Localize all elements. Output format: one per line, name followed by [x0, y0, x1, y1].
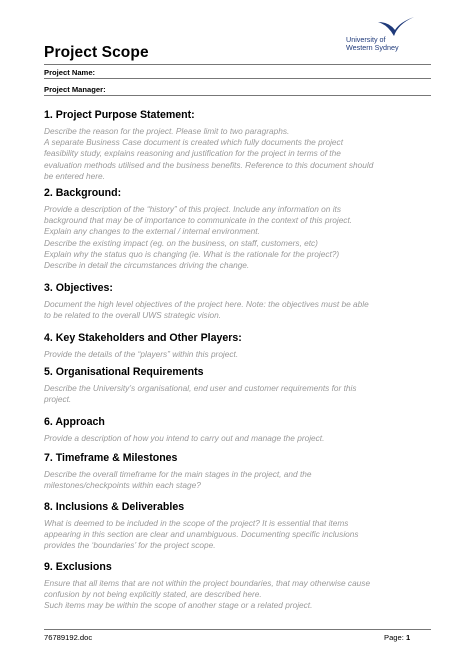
logo-text — [346, 36, 399, 52]
section-heading: 1. Project Purpose Statement: — [44, 109, 195, 121]
project-name-label: Project Name: — [44, 68, 96, 77]
title-divider — [44, 64, 431, 65]
footer-page-number: 1 — [405, 633, 411, 642]
section-heading: 8. Inclusions & Deliverables — [44, 501, 185, 513]
page-title: Project Scope — [44, 44, 149, 61]
section-approach — [44, 416, 434, 444]
section-heading: 9. Exclusions — [44, 561, 112, 573]
section-body: Provide a description of the “history” of this project. Include any information on its background that may be of importance to communicate in the context of this project. Explain any changes to the external / internal environment. Describe the existing impact (eg. on the business, on staff, customers, etc) Explain why the status quo is changing (ie. What is the rationale for the project?) Describe in detail the circumstances driving the change. — [44, 204, 353, 271]
section-exclusions — [44, 561, 434, 612]
project-manager-label: Project Manager: — [44, 85, 106, 94]
section-heading: 4. Key Stakeholders and Other Players: — [44, 332, 242, 344]
section-body: Describe the overall timeframe for the main stages in the project, and the milestones/checkpoints within each stage? — [44, 469, 312, 491]
section-body: Provide the details of the “players” within this project. — [44, 349, 239, 359]
section-body: Provide a description of how you intend to carry out and manage the project. — [44, 433, 325, 443]
project-manager-underline — [44, 95, 431, 96]
section-objectives — [44, 282, 434, 321]
footer-page-label: Page: — [384, 633, 406, 642]
section-heading: 5. Organisational Requirements — [44, 366, 204, 378]
footer-divider — [44, 629, 431, 630]
section-inclusions — [44, 501, 434, 552]
section-stakeholders — [44, 332, 434, 360]
section-heading: 2. Background: — [44, 187, 122, 199]
section-heading: 7. Timeframe & Milestones — [44, 452, 178, 464]
section-background — [44, 187, 434, 271]
university-logo — [340, 16, 430, 62]
project-manager-field — [44, 85, 431, 94]
section-body: Ensure that all items that are not within the project boundaries, that may otherwise cause confusion by not being explicitly stated, are described here. Such items may be within the scope of another stage or a related project. — [44, 578, 371, 611]
project-name-underline — [44, 78, 431, 79]
project-name-field — [44, 68, 431, 77]
section-body: Describe the University’s organisational, end user and customer requirements for this project. — [44, 383, 357, 405]
section-body: What is deemed to be included in the scope of the project? It is essential that items appearing in this section are clear and unambiguous. Documenting specific inclusions provides the ‘boundaries’ for the project scope. — [44, 518, 359, 551]
footer-page — [384, 633, 410, 642]
logo-line-1: University of — [346, 35, 386, 44]
section-org-requirements — [44, 366, 434, 405]
section-purpose — [44, 109, 434, 182]
logo-line-2: Western Sydney — [346, 43, 399, 53]
section-timeframe — [44, 452, 434, 491]
section-heading: 3. Objectives: — [44, 282, 113, 294]
section-body: Describe the reason for the project. Please limit to two paragraphs. A separate Business Case document is created which fully documents the project feasibility study, explains reasoning and justification for the project in terms of the evaluation methods utilised and the business benefits. Reference to this document should be entered here. — [44, 126, 374, 181]
section-heading: 6. Approach — [44, 416, 105, 428]
footer-filename: 76789192.doc — [44, 633, 93, 642]
section-body: Document the high level objectives of the project here. Note: the objectives must be able to be related to the overall UWS strategic vision. — [44, 299, 369, 321]
